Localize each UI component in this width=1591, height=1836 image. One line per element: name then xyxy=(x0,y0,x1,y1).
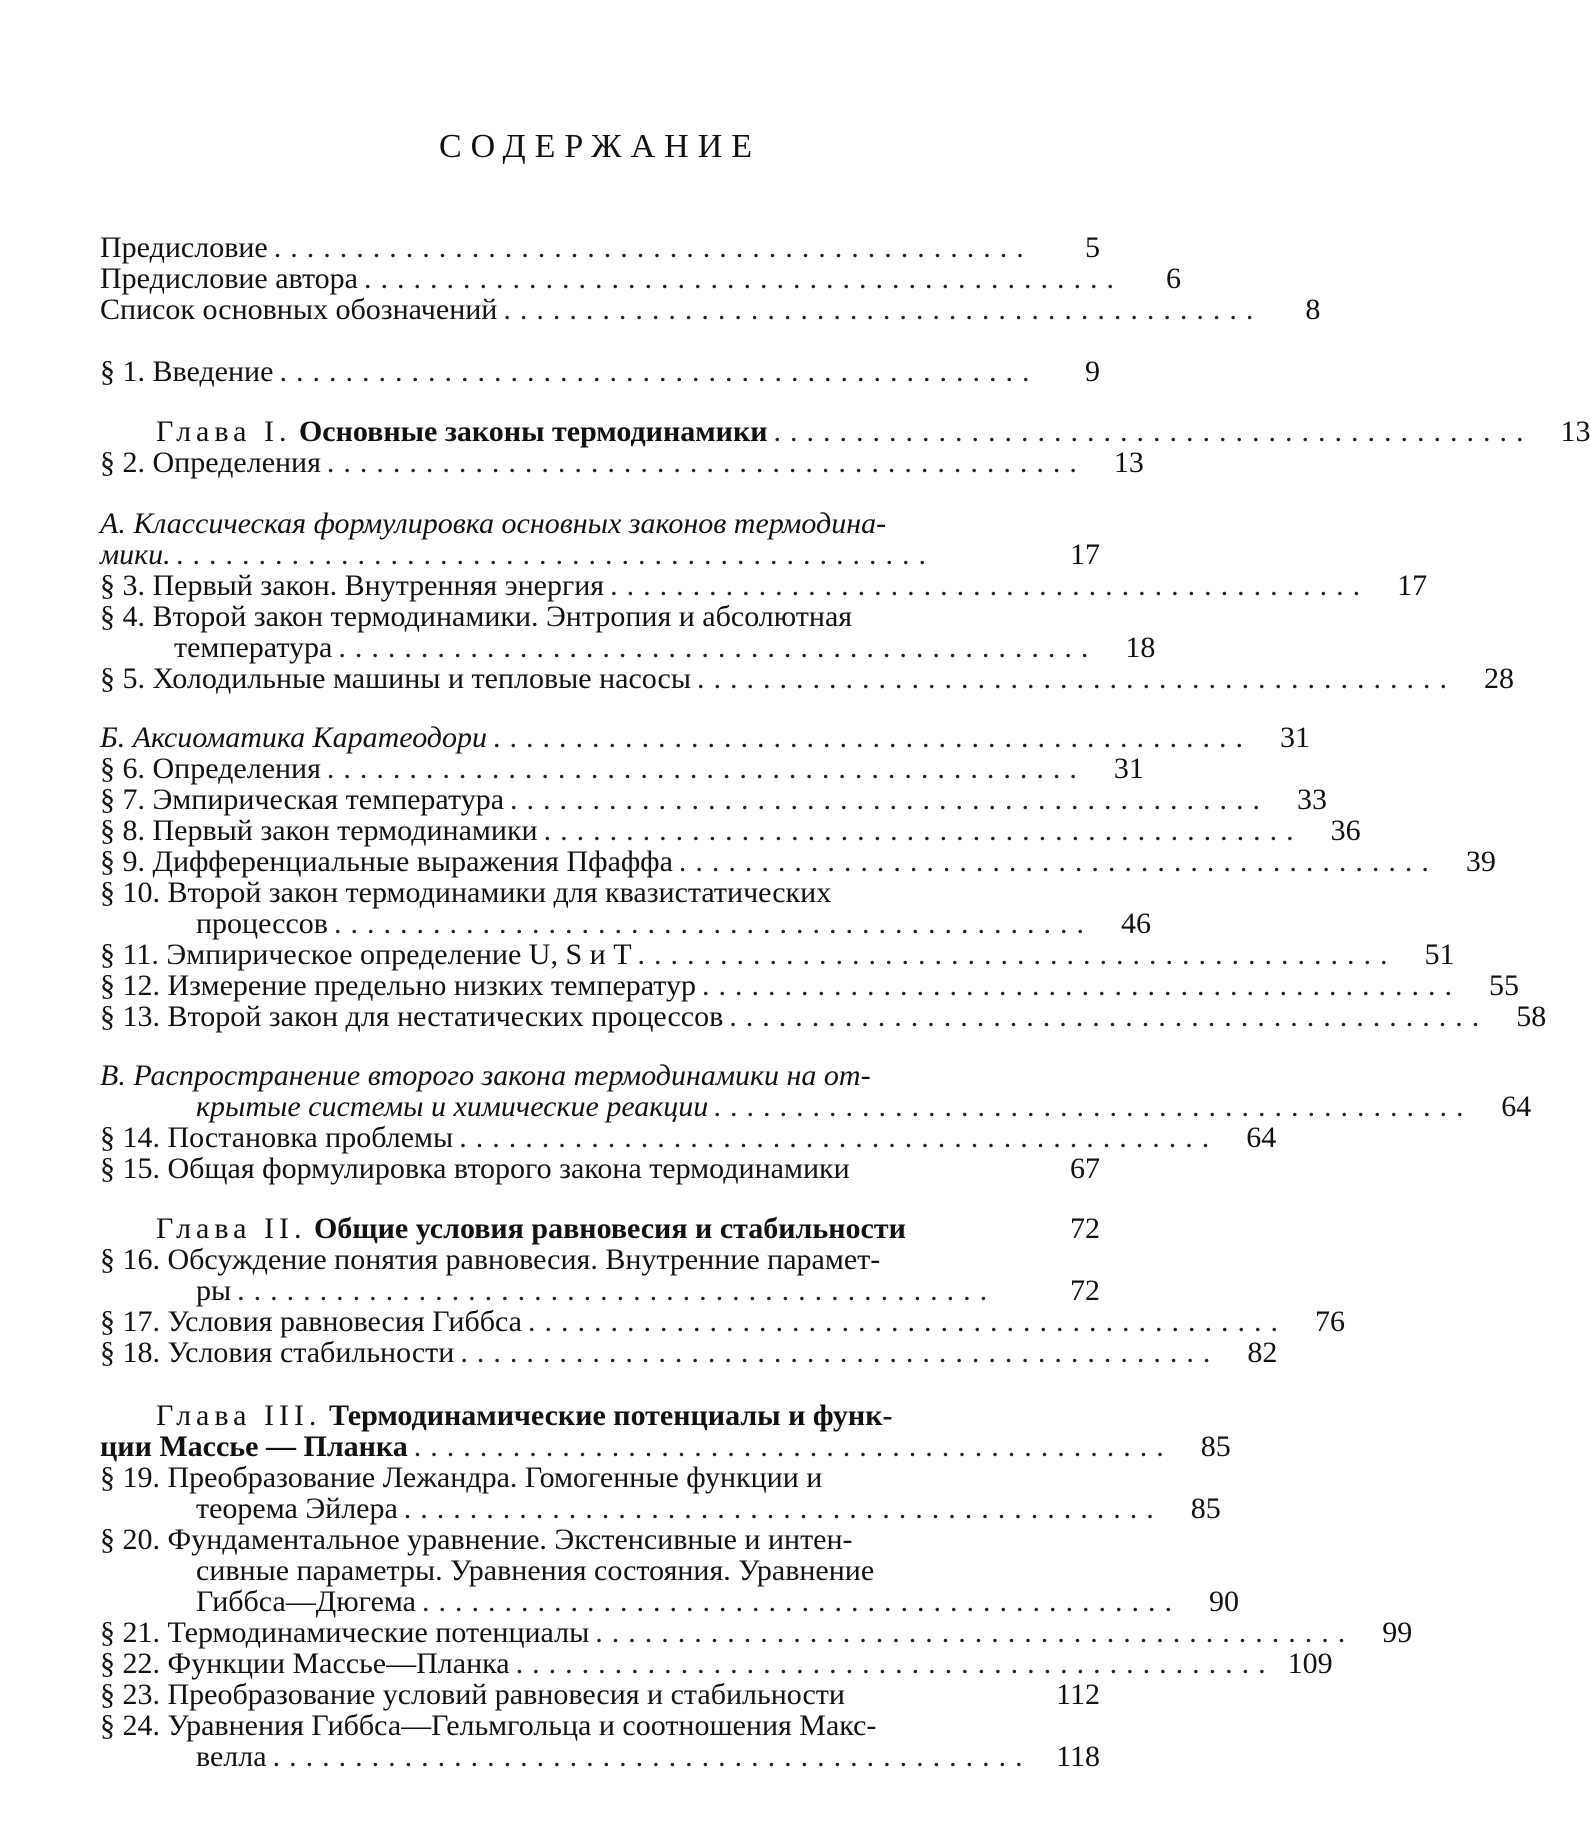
entry-page: 17 xyxy=(1070,538,1100,571)
entry-page: 109 xyxy=(1287,1647,1333,1680)
entry-title: § 23. Преобразование условий равновесия и стабильности xyxy=(100,1678,845,1711)
toc-entry-section-23 xyxy=(100,1679,1100,1710)
entry-page: 18 xyxy=(1125,631,1156,664)
entry-title-line1: § 19. Преобразование Лежандра. Гомогенные функции и xyxy=(100,1461,823,1494)
entry-page: 82 xyxy=(1247,1336,1278,1369)
entry-title-line1: § 10. Второй закон термодинамики для квазистатических xyxy=(100,876,832,909)
entry-title: § 6. Определения xyxy=(100,752,321,785)
entry-title: § 3. Первый закон. Внутренняя энергия xyxy=(100,569,605,602)
entry-title-line1: § 4. Второй закон термодинамики. Энтропия и абсолютная xyxy=(100,600,853,633)
entry-page: 9 xyxy=(1085,355,1100,388)
entry-page: 6 xyxy=(1166,262,1181,295)
entry-title: § 9. Дифференциальные выражения Пфаффа xyxy=(100,845,673,878)
entry-title: § 2. Определения xyxy=(100,446,321,479)
toc-entry-section-10: § 10. Второй закон термодинамики для квазистатических процессов .............................................. 46 xyxy=(100,876,1151,940)
entry-title: процессов xyxy=(196,907,328,940)
entry-title: § 17. Условия равновесия Гиббса xyxy=(100,1305,522,1338)
entry-page: 13 xyxy=(1560,415,1591,448)
entry-page: 72 xyxy=(1070,1274,1100,1307)
entry-title: § 21. Термодинамические потенциалы xyxy=(100,1616,590,1649)
entry-page: 64 xyxy=(1246,1121,1277,1154)
entry-title: § 7. Эмпирическая температура xyxy=(100,783,505,816)
toc-part-a: А. Классическая формулировка основных законов термодина- мики. .............................................. 17 xyxy=(100,507,1100,571)
chapter-title: Общие условия равновесия и стабильности xyxy=(313,1212,906,1245)
entry-page: 51 xyxy=(1424,938,1455,971)
entry-page: 85 xyxy=(1200,1430,1231,1463)
entry-page: 39 xyxy=(1465,845,1496,878)
entry-title-line1: § 20. Фундаментальное уравнение. Экстенсивные и интен- xyxy=(100,1523,853,1556)
entry-title: § 12. Измерение предельно низких температур xyxy=(100,969,697,1002)
page-title: СОДЕРЖАНИЕ xyxy=(438,128,762,165)
entry-page: 118 xyxy=(1056,1740,1100,1773)
toc-entry-section-16: § 16. Обсуждение понятия равновесия. Внутренние парамет- ры .............................................. 72 xyxy=(100,1243,1100,1307)
entry-title-line1: В. Распространение второго закона термодинамики на от- xyxy=(100,1059,871,1092)
toc-entry-section-20: § 20. Фундаментальное уравнение. Экстенсивные и интен- сивные параметры. Уравнения состояния. Уравнение Гиббса—Дюгема .............................................. 90 xyxy=(100,1523,1239,1618)
toc-entry-section-22: § 22. Функции Массье—Планка .............................................. 109 xyxy=(100,1647,1333,1680)
toc-entry-section-21: § 21. Термодинамические потенциалы .............................................. 99 xyxy=(100,1616,1413,1649)
entry-page: 28 xyxy=(1484,662,1514,695)
toc-chapter-3: Глава III. Термодинамические потенциалы и функ- ции Массье — Планка .............................................. 85 xyxy=(100,1399,1231,1463)
entry-page: 64 xyxy=(1501,1090,1532,1123)
entry-page: 76 xyxy=(1314,1305,1345,1338)
toc-chapter-1: Глава I. Основные законы термодинамики .............................................. 13 xyxy=(156,415,1591,448)
toc-entry-section-18: § 18. Условия стабильности .............................................. 82 xyxy=(100,1336,1278,1369)
entry-page: 112 xyxy=(1056,1678,1100,1711)
entry-page: 8 xyxy=(1305,293,1321,326)
toc-entry-section-7: § 7. Эмпирическая температура .............................................. 33 xyxy=(100,783,1328,816)
entry-title: § 1. Введение xyxy=(100,355,274,388)
chapter-label: Глава III. xyxy=(156,1399,322,1432)
entry-page: 85 xyxy=(1190,1492,1221,1525)
entry-page: 13 xyxy=(1113,446,1144,479)
toc-entry-section-15 xyxy=(100,1153,1100,1184)
chapter-title: Основные законы термодинамики xyxy=(298,415,768,448)
entry-title: § 15. Общая формулировка второго закона термодинамики xyxy=(100,1152,850,1185)
entry-page: 36 xyxy=(1330,814,1361,847)
entry-page: 46 xyxy=(1120,907,1151,940)
entry-title: теорема Эйлера xyxy=(196,1492,398,1525)
entry-page: 55 xyxy=(1489,969,1520,1002)
entry-title: § 13. Второй закон для нестатических процессов xyxy=(100,1000,724,1033)
entry-title: Гиббса—Дюгема xyxy=(196,1585,416,1618)
toc-entry-section-11: § 11. Эмпирическое определение U, S и T .............................................. 51 xyxy=(100,938,1455,971)
toc-entry-section-2: § 2. Определения .............................................. 13 xyxy=(100,446,1144,479)
toc-entry-section-3: § 3. Первый закон. Внутренняя энергия .............................................. 17 xyxy=(100,569,1428,602)
entry-title: § 22. Функции Массье—Планка xyxy=(100,1647,510,1680)
entry-title: Предисловие xyxy=(100,231,268,264)
entry-page: 99 xyxy=(1382,1616,1413,1649)
entry-title: велла xyxy=(196,1740,267,1773)
toc-entry-section-19: § 19. Преобразование Лежандра. Гомогенные функции и теорема Эйлера .............................................. 85 xyxy=(100,1461,1221,1525)
toc-entry-section-9: § 9. Дифференциальные выражения Пфаффа .............................................. 39 xyxy=(100,845,1496,878)
toc-entry-section-12: § 12. Измерение предельно низких температур .............................................. 55 xyxy=(100,969,1520,1002)
entry-title-line2: сивные параметры. Уравнения состояния. Уравнение xyxy=(196,1554,875,1587)
entry-page: 17 xyxy=(1397,569,1428,602)
entry-title: ры xyxy=(196,1274,232,1307)
entry-page: 5 xyxy=(1085,231,1100,264)
entry-title: Б. Аксиоматика Каратеодори xyxy=(100,721,487,754)
entry-page: 72 xyxy=(1070,1212,1100,1245)
toc-entry-section-17: § 17. Условия равновесия Гиббса .............................................. 76 xyxy=(100,1305,1345,1338)
toc-entry-section-6: § 6. Определения .............................................. 31 xyxy=(100,752,1144,785)
entry-title: крытые системы и химические реакции xyxy=(196,1090,709,1123)
entry-title: температура xyxy=(174,631,333,664)
toc-entry-author-preface: Предисловие автора .............................................. 6 xyxy=(100,262,1181,295)
entry-page: 31 xyxy=(1279,721,1310,754)
entry-title-line1: § 16. Обсуждение понятия равновесия. Внутренние парамет- xyxy=(100,1243,881,1276)
entry-title: § 18. Условия стабильности xyxy=(100,1336,455,1369)
entry-title: Предисловие автора xyxy=(100,262,358,295)
entry-title: § 5. Холодильные машины и тепловые насосы xyxy=(100,662,691,695)
entry-page: 67 xyxy=(1070,1152,1100,1185)
entry-page: 31 xyxy=(1113,752,1144,785)
toc-entry-section-8: § 8. Первый закон термодинамики .............................................. 36 xyxy=(100,814,1361,847)
entry-page: 58 xyxy=(1516,1000,1547,1033)
chapter-label: Глава I. xyxy=(156,415,292,448)
toc-entry-section-4: § 4. Второй закон термодинамики. Энтропия и абсолютная температура .............................................. 18 xyxy=(100,600,1156,664)
entry-title: Список основных обозначений xyxy=(100,293,498,326)
toc-entry-section-13: § 13. Второй закон для нестатических процессов .............................................. 58 xyxy=(100,1000,1547,1033)
chapter-title: ции Массье — Планка xyxy=(100,1430,408,1463)
toc-entry-section-1: § 1. Введение .............................................. 9 xyxy=(100,355,1100,388)
toc-entry-section-5: § 5. Холодильные машины и тепловые насосы .............................................. 28 xyxy=(100,662,1514,695)
entry-title-line1: § 24. Уравнения Гиббса—Гельмгольца и соотношения Макс- xyxy=(100,1709,877,1742)
entry-title: § 11. Эмпирическое определение U, S и T xyxy=(100,938,632,971)
chapter-title-line1: Термодинамические потенциалы и функ- xyxy=(328,1399,893,1432)
toc-part-v: В. Распространение второго закона термодинамики на от- крытые системы и химические реакции .............................................. 64 xyxy=(100,1059,1532,1123)
toc-chapter-2 xyxy=(100,1213,1100,1244)
entry-title-line1: А. Классическая формулировка основных законов термодина- xyxy=(100,507,887,540)
entry-title: § 8. Первый закон термодинамики xyxy=(100,814,538,847)
toc-entry-section-14: § 14. Постановка проблемы .............................................. 64 xyxy=(100,1121,1277,1154)
toc-part-b: Б. Аксиоматика Каратеодори .............................................. 31 xyxy=(100,721,1310,754)
entry-page: 33 xyxy=(1297,783,1328,816)
entry-title: § 14. Постановка проблемы xyxy=(100,1121,454,1154)
toc-entry-section-24: § 24. Уравнения Гиббса—Гельмгольца и соотношения Макс- велла .............................................. 118 xyxy=(100,1709,1100,1773)
entry-title: мики. xyxy=(100,538,171,571)
toc-entry-notation: Список основных обозначений .............................................. 8 xyxy=(100,293,1321,326)
toc-entry-preface: Предисловие .............................................. 5 xyxy=(100,231,1100,264)
chapter-label: Глава II. xyxy=(156,1212,307,1245)
entry-page: 90 xyxy=(1208,1585,1239,1618)
